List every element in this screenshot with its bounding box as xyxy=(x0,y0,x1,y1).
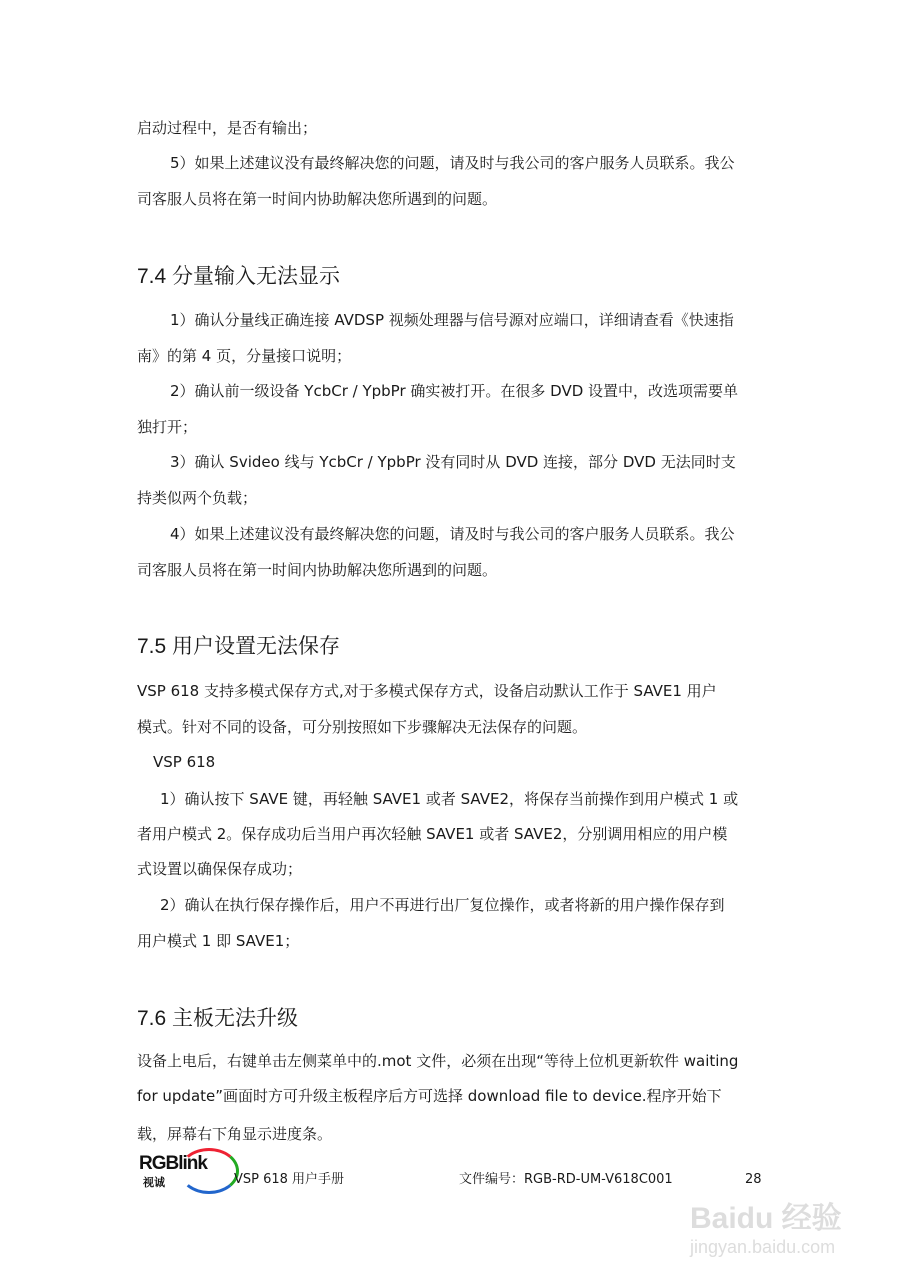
logo-subtext: 视诚 xyxy=(143,1176,165,1189)
paragraph-line: 启动过程中，是否有输出； xyxy=(137,119,318,137)
section-heading-7-6: 7.6 主板无法升级 xyxy=(137,1007,299,1030)
section-heading-7-4: 7.4 分量输入无法显示 xyxy=(137,265,341,288)
paragraph-line: VSP 618 支持多模式保存方式,对于多模式保存方式，设备启动默认工作于 SAVE1 用户 xyxy=(137,682,717,700)
paragraph-line: 式设置以确保保存成功； xyxy=(137,860,303,878)
document-number: 文件编号：RGB-RD-UM-V618C001 xyxy=(459,1172,673,1187)
paragraph-line: 1）确认分量线正确连接 AVDSP 视频处理器与信号源对应端口，详细请查看《快速指 xyxy=(170,311,734,329)
section-heading-7-5: 7.5 用户设置无法保存 xyxy=(137,635,341,658)
paragraph-line: 独打开； xyxy=(137,418,198,436)
paragraph-line: 1）确认按下 SAVE 键，再轻触 SAVE1 或者 SAVE2，将保存当前操作到用户模式 1 或 xyxy=(160,790,739,808)
logo-text: RGBlink xyxy=(139,1153,207,1174)
paragraph-line: 5）如果上述建议没有最终解决您的问题，请及时与我公司的客户服务人员联系。我公 xyxy=(170,154,735,172)
paragraph-line: 司客服人员将在第一时间内协助解决您所遇到的问题。 xyxy=(137,561,498,579)
paragraph-line: for update”画面时方可升级主板程序后方可选择 download file to device.程序开始下 xyxy=(137,1087,722,1105)
page-footer xyxy=(137,1148,777,1198)
paragraph-line: 南》的第 4 页，分量接口说明； xyxy=(137,347,352,365)
paragraph-line: 2）确认前一级设备 YcbCr / YpbPr 确实被打开。在很多 DVD 设置中，改选项需要单 xyxy=(170,382,739,400)
paragraph-line: 持类似两个负载； xyxy=(137,489,258,507)
page-number: 28 xyxy=(745,1172,762,1187)
paragraph-line: 3）确认 Svideo 线与 YcbCr / YpbPr 没有同时从 DVD 连接，部分 DVD 无法同时支 xyxy=(170,453,736,471)
paragraph-line: 用户模式 1 即 SAVE1； xyxy=(137,932,300,950)
paragraph-line: 设备上电后，右键单击左侧菜单中的.mot 文件，必须在出现“等待上位机更新软件 waiting xyxy=(137,1052,739,1070)
watermark-brand: Baidu 经验 xyxy=(690,1202,842,1235)
paragraph-line: 模式。针对不同的设备，可分别按照如下步骤解决无法保存的问题。 xyxy=(137,718,588,736)
paragraph-line: 4）如果上述建议没有最终解决您的问题，请及时与我公司的客户服务人员联系。我公 xyxy=(170,525,735,543)
paragraph-line: 载，屏幕右下角显示进度条。 xyxy=(137,1125,333,1143)
paragraph-line: 者用户模式 2。保存成功后当用户再次轻触 SAVE1 或者 SAVE2，分别调用相应的用户模 xyxy=(137,825,728,843)
paragraph-line: VSP 618 xyxy=(153,753,216,771)
baidu-watermark xyxy=(690,1202,842,1258)
manual-title: VSP 618 用户手册 xyxy=(234,1172,345,1187)
paragraph-line: 2）确认在执行保存操作后，用户不再进行出厂复位操作，或者将新的用户操作保存到 xyxy=(160,896,725,914)
rgblink-logo xyxy=(137,1148,237,1194)
paragraph-line: 司客服人员将在第一时间内协助解决您所遇到的问题。 xyxy=(137,190,498,208)
watermark-url: jingyan.baidu.com xyxy=(690,1237,836,1257)
